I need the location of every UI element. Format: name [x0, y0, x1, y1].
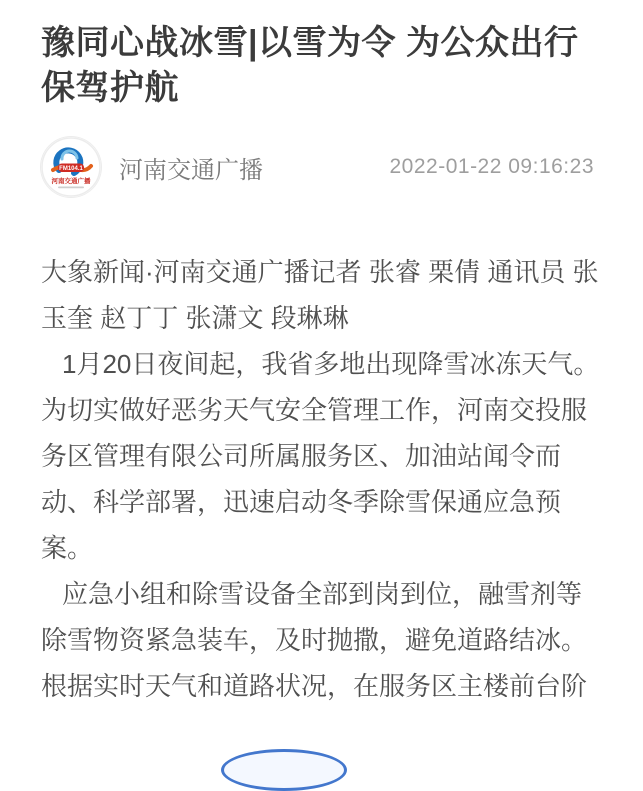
publisher-name[interactable]: 河南交通广播: [119, 156, 263, 184]
article-paragraph: 应急小组和除雪设备全部到岗到位，融雪剂等除雪物资紧急装车，及时抛撒，避免道路结冰。根据实时天气和道路状况，在服务区主楼前台阶: [41, 579, 588, 701]
article-meta-row: [41, 137, 602, 197]
page-title: 豫同心战冰雪|以雪为令 为公众出行保驾护航: [41, 24, 579, 107]
publish-timestamp: 2022-01-22 09:16:23: [389, 155, 594, 178]
publisher-avatar[interactable]: [41, 137, 101, 197]
article-byline: 大象新闻·河南交通广播记者 张睿 栗倩 通讯员 张玉奎 赵丁丁 张潇文 段琳琳: [41, 257, 599, 333]
article-paragraph: 1月20日夜间起，我省多地出现降雪冰冻天气。为切实做好恶劣天气安全管理工作，河南交投服务区管理有限公司所属服务区、加油站闻令而动、科学部署，迅速启动冬季除雪保通应急预案。: [41, 349, 600, 563]
below-fold-image-arc: [221, 749, 347, 791]
radio-station-logo-icon: [41, 137, 101, 197]
logo-fm-label: FM104.1: [59, 166, 83, 173]
logo-name-label: 河南交通广播: [51, 178, 91, 185]
article-body: [41, 249, 602, 709]
